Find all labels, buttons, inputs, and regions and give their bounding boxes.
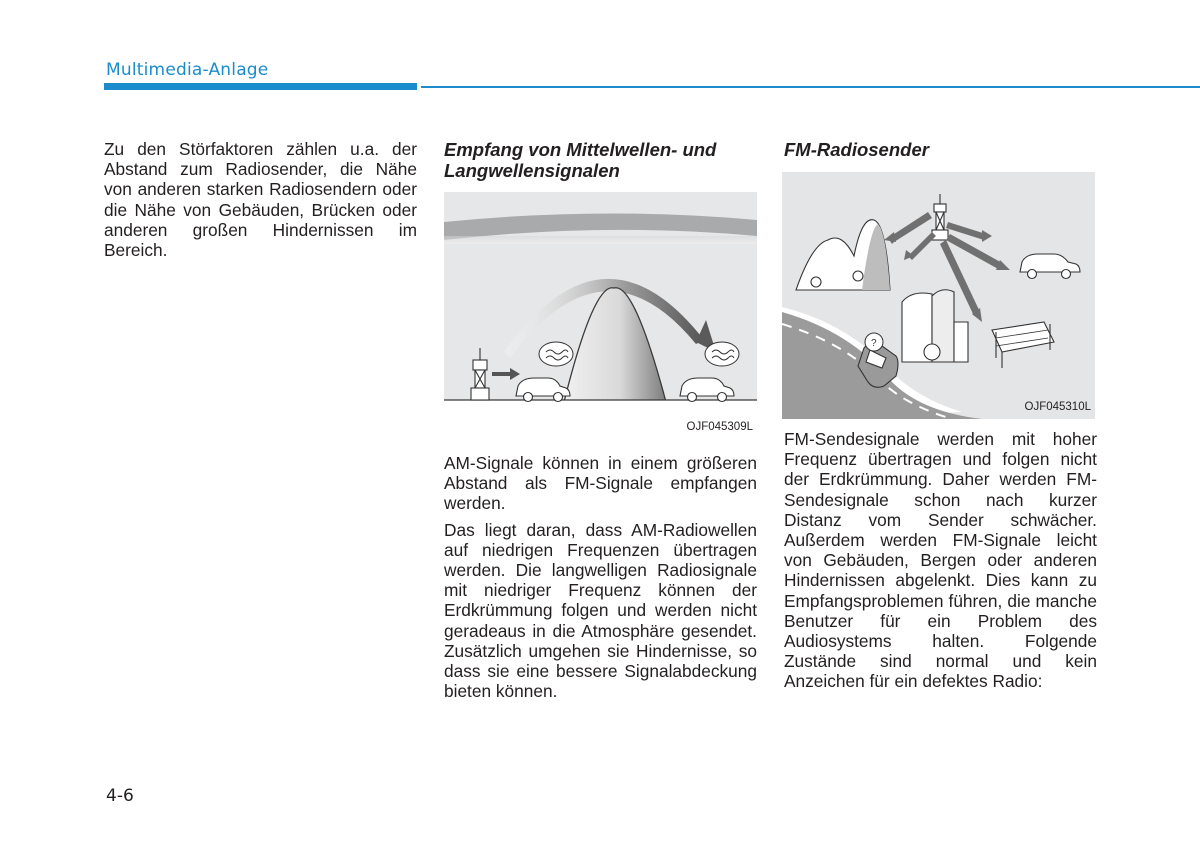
am-paragraph-1: AM-Signale können in einem größeren Abstand als FM-Signale empfangen werden. <box>444 453 757 514</box>
fm-illustration <box>782 172 1095 419</box>
fm-heading: FM-Radiosender <box>784 139 929 160</box>
am-figure <box>444 192 757 439</box>
fm-paragraph: FM-Sendesignale werden mit hoher Frequenz übertragen und folgen nicht der Erdkrümmung. Daher werden FM-Sendesignale schon nach kurzer Distanz vom Sender schwächer. Außerdem werden FM-Signale leicht von Gebäuden, Bergen oder anderen Hindernissen abgelenkt. Dies kann zu Empfangsproblemen führen, die manche Benutzer für ein Problem des Audiosystems halten. Folgende Zustände sind normal und kein Anzeichen für ein defektes Radio: <box>784 429 1097 692</box>
header-rule-thin <box>421 86 1200 88</box>
column-1 <box>104 139 417 260</box>
column-2 <box>444 139 757 701</box>
am-heading: Empfang von Mittelwellen- und Langwellensignalen <box>444 139 717 181</box>
figure-code: OJF045309L <box>686 420 753 433</box>
am-paragraph-2: Das liegt daran, dass AM-Radiowellen auf niedrigen Frequenzen übertragen werden. Die langwelligen Radiosignale mit niedriger Frequenz können der Erdkrümmung folgen und werden nicht geradeaus in die Atmosphäre gesendet. Zusätzlich umgehen sie Hindernisse, so dass sie eine bessere Signalabdeckung bieten können. <box>444 519 757 702</box>
intro-paragraph: Zu den Störfaktoren zählen u.a. der Abstand zum Radiosender, die Nähe von anderen starken Radiosendern oder die Nähe von Gebäuden, Brücken oder anderen großen Hindernissen im Bereich. <box>104 139 417 261</box>
svg-text:?: ? <box>871 338 877 349</box>
am-illustration <box>444 192 757 439</box>
figure-code: OJF045310L <box>1024 400 1091 413</box>
sound-bubble-icon-right <box>705 342 739 366</box>
section-title: Multimedia-Anlage <box>106 60 269 80</box>
fm-figure <box>782 172 1095 419</box>
column-3 <box>784 139 1097 692</box>
question-bubble-icon <box>865 333 883 351</box>
sound-bubble-icon-left <box>539 342 573 366</box>
page-number: 4-6 <box>106 786 134 806</box>
header-rule-thick <box>104 83 417 90</box>
